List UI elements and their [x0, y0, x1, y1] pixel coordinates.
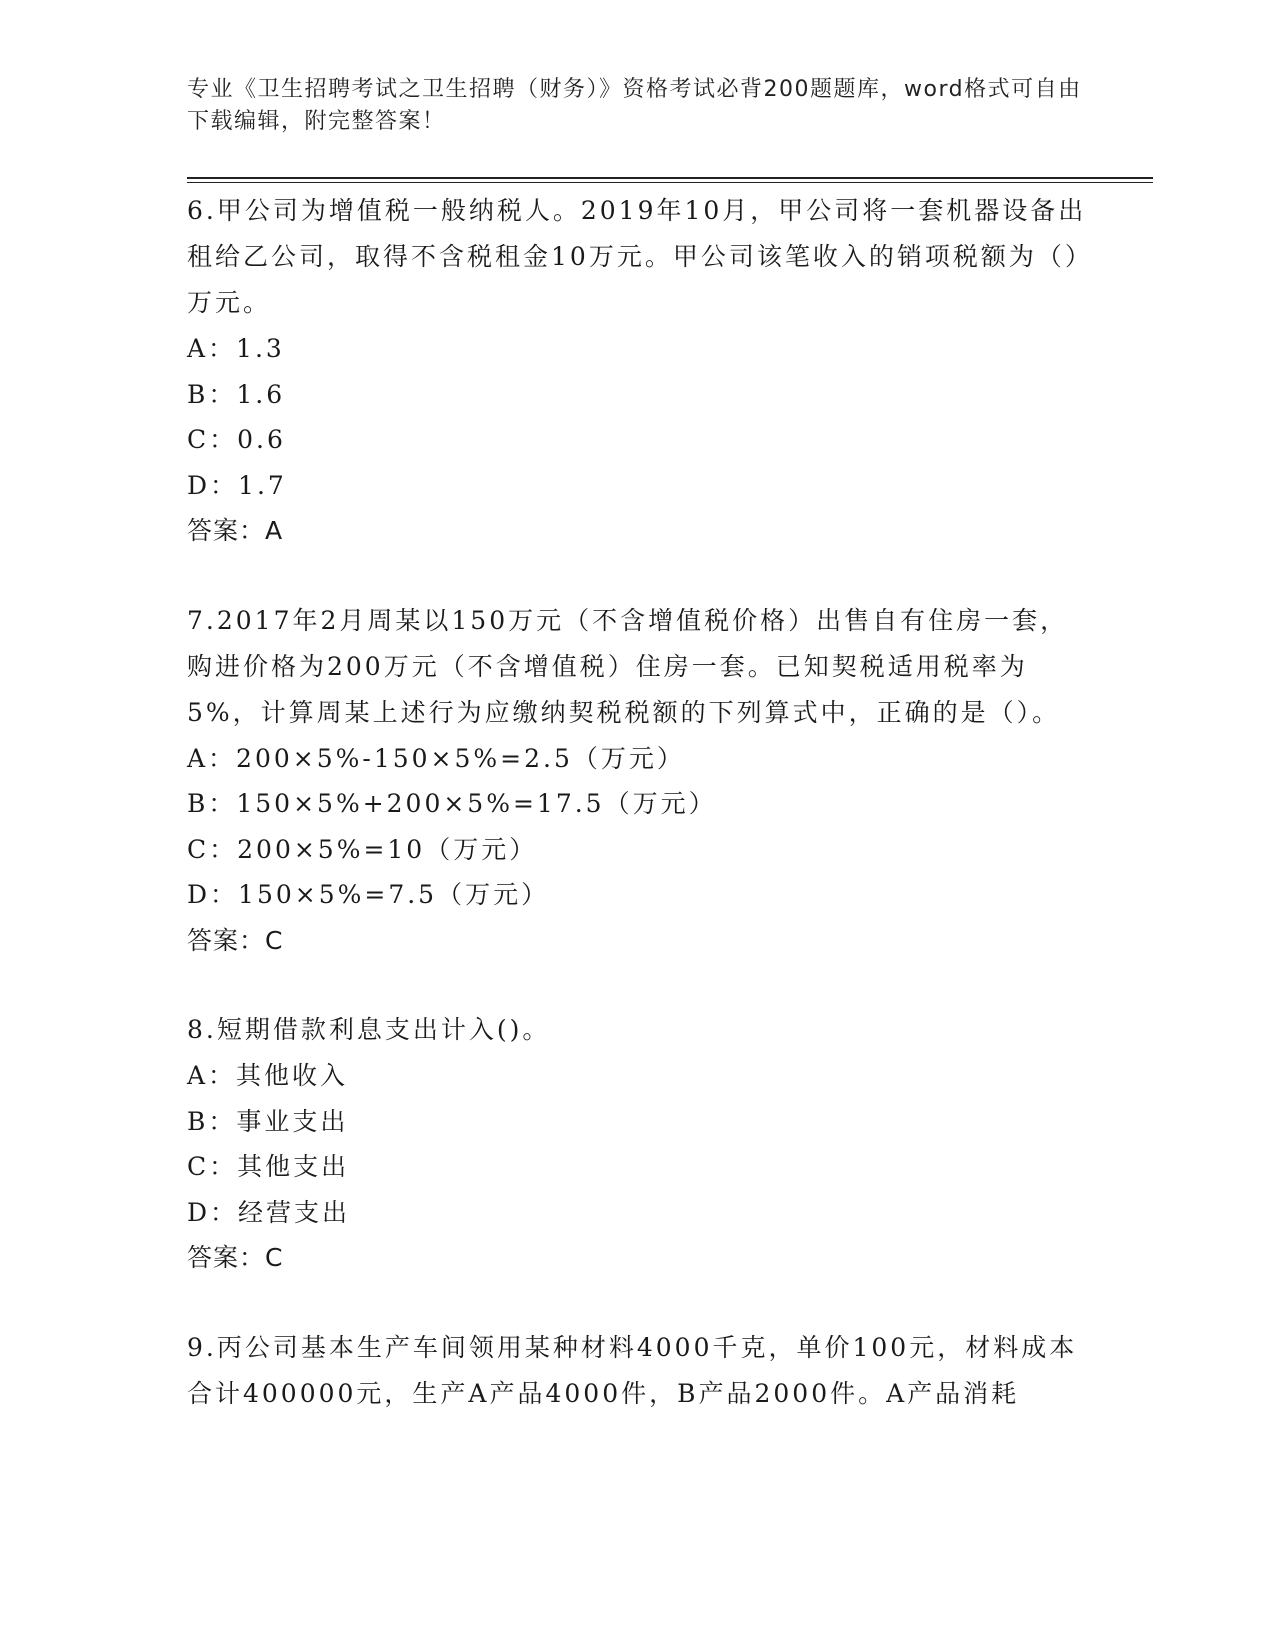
answer-line: 答案：C [187, 1243, 284, 1272]
question-stem: 9.丙公司基本生产车间领用某种材料4000千克，单价100元，材料成本合计400000元，生产A产品4000件，B产品2000件。A产品消耗 [187, 1332, 1078, 1408]
question-7 [187, 598, 1087, 964]
option-b: B：150×5%+200×5%=17.5（万元） [187, 789, 717, 818]
question-stem: 8.短期借款利息支出计入()。 [187, 1015, 551, 1044]
question-stem: 7.2017年2月周某以150万元（不含增值税价格）出售自有住房一套，购进价格为200万元（不含增值税）住房一套。已知契税适用税率为5%，计算周某上述行为应缴纳契税税额的下列算式中，正确的是（）。 [187, 605, 1069, 727]
question-9 [187, 1325, 1087, 1417]
option-b: B：1.6 [187, 379, 286, 409]
option-d: D：经营支出 [187, 1197, 351, 1227]
question-spacer [187, 1281, 1087, 1325]
option-c: C：其他支出 [187, 1152, 350, 1181]
option-c: C：200×5%=10（万元） [187, 834, 538, 864]
option-a: A：1.3 [187, 334, 285, 363]
option-d: D：150×5%=7.5（万元） [187, 880, 550, 909]
option-b: B：事业支出 [187, 1106, 349, 1136]
option-d: D：1.7 [187, 470, 287, 500]
question-spacer [187, 554, 1087, 598]
question-spacer [187, 963, 1087, 1007]
header-divider-thin [187, 182, 1153, 183]
answer-line: 答案：C [187, 925, 284, 955]
option-a: A：其他收入 [187, 1061, 349, 1090]
option-a: A：200×5%-150×5%=2.5（万元） [187, 743, 685, 773]
answer-line: 答案：A [187, 516, 284, 545]
question-list [187, 188, 1087, 1417]
question-8 [187, 1007, 1087, 1281]
option-c: C：0.6 [187, 425, 286, 454]
header-divider-thick [187, 177, 1153, 179]
question-stem: 6.甲公司为增值税一般纳税人。2019年10月，甲公司将一套机器设备出租给乙公司，取得不含税租金10万元。甲公司该笔收入的销项税额为（）万元。 [187, 196, 1087, 317]
question-6 [187, 188, 1087, 554]
document-header: 专业《卫生招聘考试之卫生招聘（财务）》资格考试必背200题题库，word格式可自由下载编辑，附完整答案！ [187, 77, 1082, 134]
